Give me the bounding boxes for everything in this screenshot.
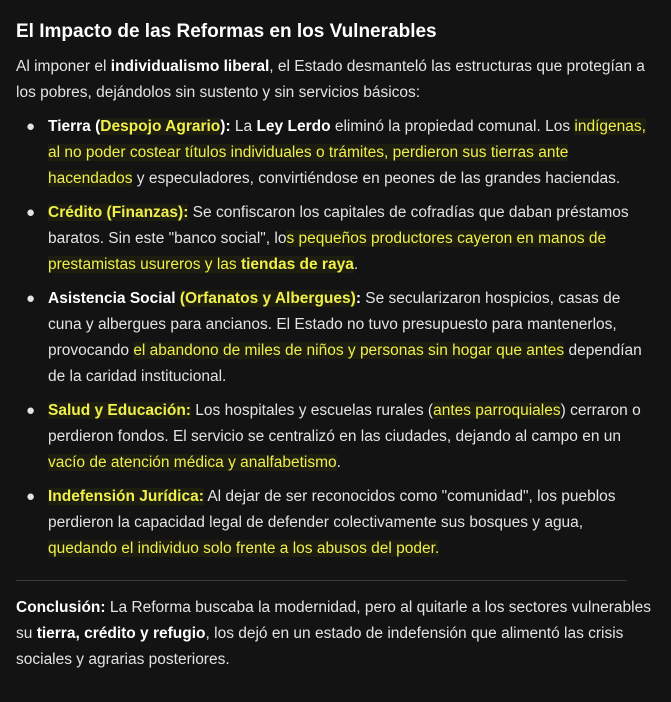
intro-text-end: , el Estado desmanteló las estructuras que protegían a los pobres, dejándolos sin sustento y sin servicios básicos:	[16, 58, 645, 101]
intro-text: Al imponer el	[16, 58, 111, 75]
conclusion-text-end: , los dejó en un estado de indefensión que alimentó las crisis sociales y agrarias posteriores.	[16, 625, 624, 668]
item-bold: Ley Lerdo	[256, 118, 331, 135]
item-text: Se confiscaron los capitales de cofradías que daban préstamos baratos. Sin este "banco social", lo	[48, 204, 629, 247]
bullet-icon: ●	[26, 488, 36, 505]
bullet-icon: ●	[26, 402, 36, 419]
item-text: y especuladores, convirtiéndose en peones de las grandes haciendas.	[132, 170, 621, 187]
item-text: .	[336, 454, 341, 471]
highlighted-text: s pequeños productores cayeron en manos de prestamistas usureros y las tiendas de raya	[48, 230, 607, 273]
conclusion-label: Conclusión:	[16, 599, 106, 616]
section-title: El Impacto de las Reformas en los Vulnerables	[16, 21, 437, 42]
highlighted-text: antes parroquiales	[433, 402, 561, 419]
impact-list	[16, 114, 655, 562]
item-text: eliminó la propiedad comunal. Los	[330, 118, 575, 135]
item-label: Indefensión Jurídica:	[48, 488, 204, 505]
highlighted-text: vacío de atención médica y analfabetismo	[48, 454, 337, 471]
bullet-icon: ●	[26, 118, 36, 135]
highlighted-text: el abandono de miles de niños y personas sin hogar que antes	[133, 342, 565, 359]
list-item-indefension	[16, 484, 655, 562]
item-text: Se secularizaron hospicios, casas de cuna y albergues para ancianos. El Estado no tuvo presupuesto para mantenerlos, provocando	[48, 290, 621, 359]
item-text: ) cerraron o perdieron fondos. El servicio se centralizó en las ciudades, dejando al campo en un	[48, 402, 641, 445]
list-item-credito	[16, 200, 655, 278]
conclusion-bold: tierra, crédito y refugio	[36, 625, 206, 642]
highlighted-text: quedando el individuo solo frente a los abusos del poder.	[48, 540, 440, 557]
item-label: Crédito (Finanzas):	[48, 204, 189, 221]
divider	[16, 580, 627, 581]
item-text: La	[230, 118, 257, 135]
list-item-salud	[16, 398, 655, 476]
highlighted-text: indígenas, al no poder costear títulos individuales o trámites, perdieron sus tierras ante hacendados	[48, 118, 646, 187]
item-label: Tierra (Despojo Agrario):	[48, 118, 231, 135]
bullet-icon: ●	[26, 204, 36, 221]
conclusion-paragraph	[16, 595, 655, 673]
item-label: Salud y Educación:	[48, 402, 191, 419]
list-item-tierra	[16, 114, 655, 192]
list-item-asistencia	[16, 286, 655, 390]
item-label: Asistencia Social (Orfanatos y Albergues):	[48, 290, 361, 307]
item-text: .	[353, 256, 359, 273]
intro-paragraph	[16, 54, 655, 106]
item-text: dependían de la caridad institucional.	[48, 342, 642, 385]
intro-bold: individualismo liberal	[110, 58, 270, 75]
bullet-icon: ●	[26, 290, 36, 307]
conclusion-text: La Reforma buscaba la modernidad, pero al quitarle a los sectores vulnerables su	[16, 599, 651, 642]
item-text: Al dejar de ser reconocidos como "comunidad", los pueblos perdieron la capacidad legal de defender colectivamente sus bosques y agua,	[48, 488, 616, 531]
item-text: Los hospitales y escuelas rurales (	[190, 402, 434, 419]
